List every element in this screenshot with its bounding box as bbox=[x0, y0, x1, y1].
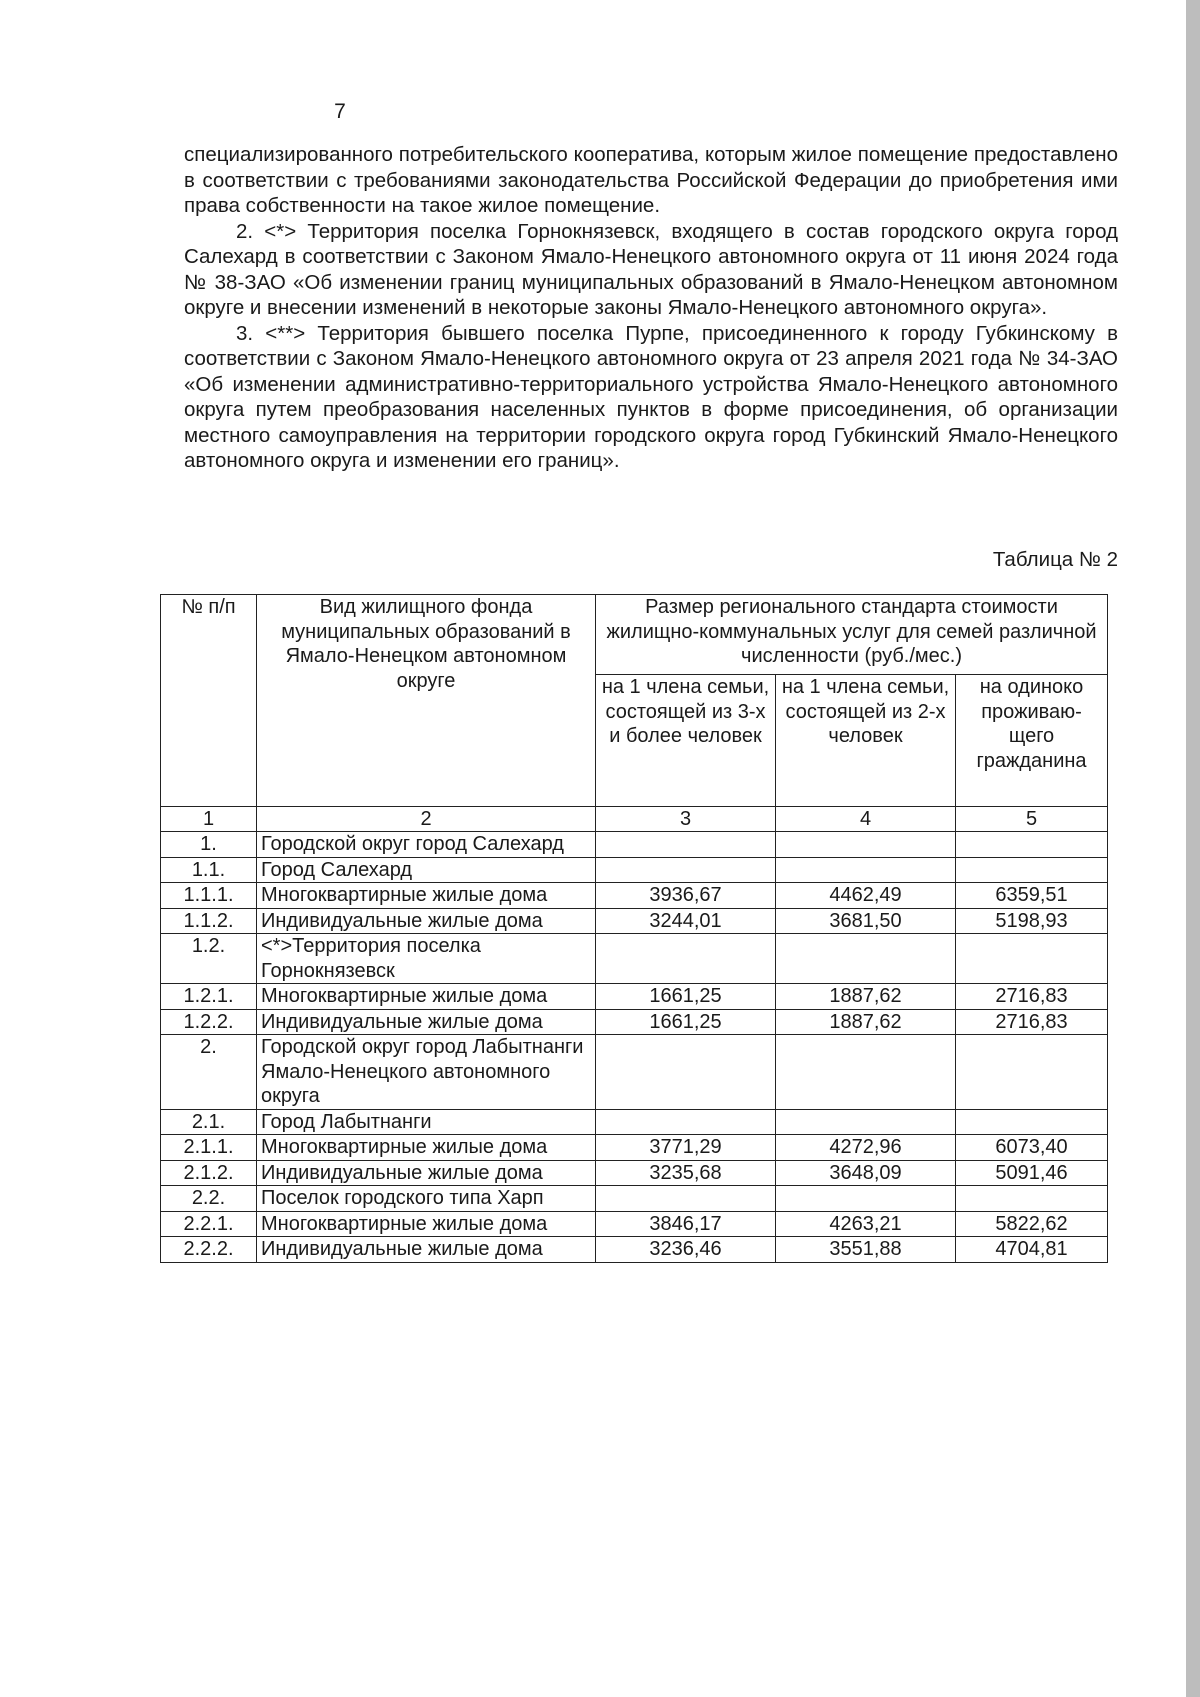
row-number: 2.1.2. bbox=[161, 1160, 257, 1186]
value-family-2 bbox=[776, 1186, 956, 1212]
value-family-2: 4263,21 bbox=[776, 1211, 956, 1237]
row-name: Городской округ город Салехард bbox=[257, 832, 596, 858]
column-number: 5 bbox=[956, 807, 1108, 832]
table-row bbox=[161, 934, 1108, 984]
value-single bbox=[956, 934, 1108, 984]
value-single: 4704,81 bbox=[956, 1237, 1108, 1263]
row-number: 2.2.1. bbox=[161, 1211, 257, 1237]
table-row bbox=[161, 908, 1108, 934]
value-family-2: 4272,96 bbox=[776, 1135, 956, 1161]
value-family-2: 3648,09 bbox=[776, 1160, 956, 1186]
value-family-3plus: 3846,17 bbox=[596, 1211, 776, 1237]
value-family-3plus: 3936,67 bbox=[596, 883, 776, 909]
table-row bbox=[161, 1211, 1108, 1237]
value-family-2 bbox=[776, 832, 956, 858]
row-number: 2.1.1. bbox=[161, 1135, 257, 1161]
value-family-2: 1887,62 bbox=[776, 1009, 956, 1035]
value-family-3plus: 1661,25 bbox=[596, 1009, 776, 1035]
row-name: Индивидуальные жилые дома bbox=[257, 908, 596, 934]
column-number-row bbox=[161, 807, 1108, 832]
row-name: Многоквартирные жилые дома bbox=[257, 883, 596, 909]
value-single bbox=[956, 1035, 1108, 1110]
value-family-3plus: 3244,01 bbox=[596, 908, 776, 934]
row-number: 2.1. bbox=[161, 1109, 257, 1135]
value-family-3plus: 1661,25 bbox=[596, 984, 776, 1010]
column-number: 1 bbox=[161, 807, 257, 832]
row-name: Индивидуальные жилые дома bbox=[257, 1237, 596, 1263]
value-family-2 bbox=[776, 1109, 956, 1135]
value-single bbox=[956, 1109, 1108, 1135]
row-name: <*>Территория поселка Горнокнязевск bbox=[257, 934, 596, 984]
value-family-2 bbox=[776, 934, 956, 984]
table-row bbox=[161, 1186, 1108, 1212]
value-family-3plus bbox=[596, 1109, 776, 1135]
header-family-2: на 1 члена семьи, состоящей из 2-х человек bbox=[776, 675, 956, 807]
row-name: Индивидуальные жилые дома bbox=[257, 1160, 596, 1186]
value-single bbox=[956, 1186, 1108, 1212]
value-family-3plus bbox=[596, 1035, 776, 1110]
table-row bbox=[161, 1035, 1108, 1110]
table-row bbox=[161, 883, 1108, 909]
row-name: Многоквартирные жилые дома bbox=[257, 984, 596, 1010]
value-single: 5091,46 bbox=[956, 1160, 1108, 1186]
table-row bbox=[161, 1160, 1108, 1186]
value-single: 5822,62 bbox=[956, 1211, 1108, 1237]
header-single: на одиноко проживаю-щего гражданина bbox=[956, 675, 1108, 807]
row-name: Индивидуальные жилые дома bbox=[257, 1009, 596, 1035]
row-number: 1.2. bbox=[161, 934, 257, 984]
page-edge bbox=[1186, 0, 1200, 1697]
value-family-2: 1887,62 bbox=[776, 984, 956, 1010]
table-row bbox=[161, 832, 1108, 858]
paragraph-note-2: 2. <*> Территория поселка Горнокнязевск, входящего в состав городского округа город Салехард в соответствии с Законом Ямало-Ненецкого автономного округа от 11 июня 2024 года № 38-ЗАО «Об изменении границ муниципальных образований в Ямало-Ненецком автономном округе и внесении изменений в некоторые законы Ямало-Ненецкого автономного округа». bbox=[184, 219, 1118, 319]
row-name: Многоквартирные жилые дома bbox=[257, 1135, 596, 1161]
row-number: 1.2.1. bbox=[161, 984, 257, 1010]
table-row bbox=[161, 857, 1108, 883]
housing-cost-table bbox=[160, 594, 1108, 1263]
header-family-3plus: на 1 члена семьи, состоящей из 3-х и более человек bbox=[596, 675, 776, 807]
row-number: 2.2. bbox=[161, 1186, 257, 1212]
page-number: 7 bbox=[334, 100, 346, 123]
value-single bbox=[956, 857, 1108, 883]
value-single bbox=[956, 832, 1108, 858]
row-name: Город Салехард bbox=[257, 857, 596, 883]
row-number: 1.1. bbox=[161, 857, 257, 883]
value-single: 2716,83 bbox=[956, 1009, 1108, 1035]
value-single: 6359,51 bbox=[956, 883, 1108, 909]
value-single: 2716,83 bbox=[956, 984, 1108, 1010]
row-name: Городской округ город Лабытнанги Ямало-Ненецкого автономного округа bbox=[257, 1035, 596, 1110]
value-family-2: 4462,49 bbox=[776, 883, 956, 909]
table-caption: Таблица № 2 bbox=[992, 548, 1118, 571]
value-family-3plus: 3236,46 bbox=[596, 1237, 776, 1263]
row-number: 1. bbox=[161, 832, 257, 858]
table-row bbox=[161, 1109, 1108, 1135]
column-number: 3 bbox=[596, 807, 776, 832]
header-number: № п/п bbox=[161, 595, 257, 807]
row-number: 1.1.2. bbox=[161, 908, 257, 934]
value-single: 6073,40 bbox=[956, 1135, 1108, 1161]
body-text bbox=[184, 142, 1118, 474]
row-number: 2. bbox=[161, 1035, 257, 1110]
row-number: 1.1.1. bbox=[161, 883, 257, 909]
header-housing-type: Вид жилищного фонда муниципальных образований в Ямало-Ненецком автономном округе bbox=[257, 595, 596, 807]
paragraph-continuation: специализированного потребительского кооператива, которым жилое помещение предоставлено в соответствии с требованиями законодательства Российской Федерации до приобретения ими права собственности на такое жилое помещение. bbox=[184, 143, 1118, 217]
value-single: 5198,93 bbox=[956, 908, 1108, 934]
row-name: Многоквартирные жилые дома bbox=[257, 1211, 596, 1237]
value-family-3plus: 3771,29 bbox=[596, 1135, 776, 1161]
value-family-2 bbox=[776, 1035, 956, 1110]
column-number: 2 bbox=[257, 807, 596, 832]
row-number: 1.2.2. bbox=[161, 1009, 257, 1035]
table-row bbox=[161, 1237, 1108, 1263]
row-number: 2.2.2. bbox=[161, 1237, 257, 1263]
table-row bbox=[161, 1135, 1108, 1161]
row-name: Город Лабытнанги bbox=[257, 1109, 596, 1135]
table-row bbox=[161, 1009, 1108, 1035]
value-family-2: 3551,88 bbox=[776, 1237, 956, 1263]
value-family-3plus bbox=[596, 934, 776, 984]
header-group-standard: Размер регионального стандарта стоимости жилищно-коммунальных услуг для семей различной численности (руб./мес.) bbox=[596, 595, 1108, 675]
column-number: 4 bbox=[776, 807, 956, 832]
value-family-2: 3681,50 bbox=[776, 908, 956, 934]
value-family-2 bbox=[776, 857, 956, 883]
row-name: Поселок городского типа Харп bbox=[257, 1186, 596, 1212]
paragraph-note-3: 3. <**> Территория бывшего поселка Пурпе, присоединенного к городу Губкинскому в соответствии с Законом Ямало-Ненецкого автономного округа от 23 апреля 2021 года № 34-ЗАО «Об изменении административно-территориального устройства Ямало-Ненецкого автономного округа путем преобразования населенных пунктов в форме присоединения, об организации местного самоуправления на территории городского округа город Губкинский Ямало-Ненецкого автономного округа и изменении его границ». bbox=[184, 321, 1118, 472]
value-family-3plus bbox=[596, 1186, 776, 1212]
value-family-3plus bbox=[596, 832, 776, 858]
table-row bbox=[161, 984, 1108, 1010]
value-family-3plus: 3235,68 bbox=[596, 1160, 776, 1186]
value-family-3plus bbox=[596, 857, 776, 883]
